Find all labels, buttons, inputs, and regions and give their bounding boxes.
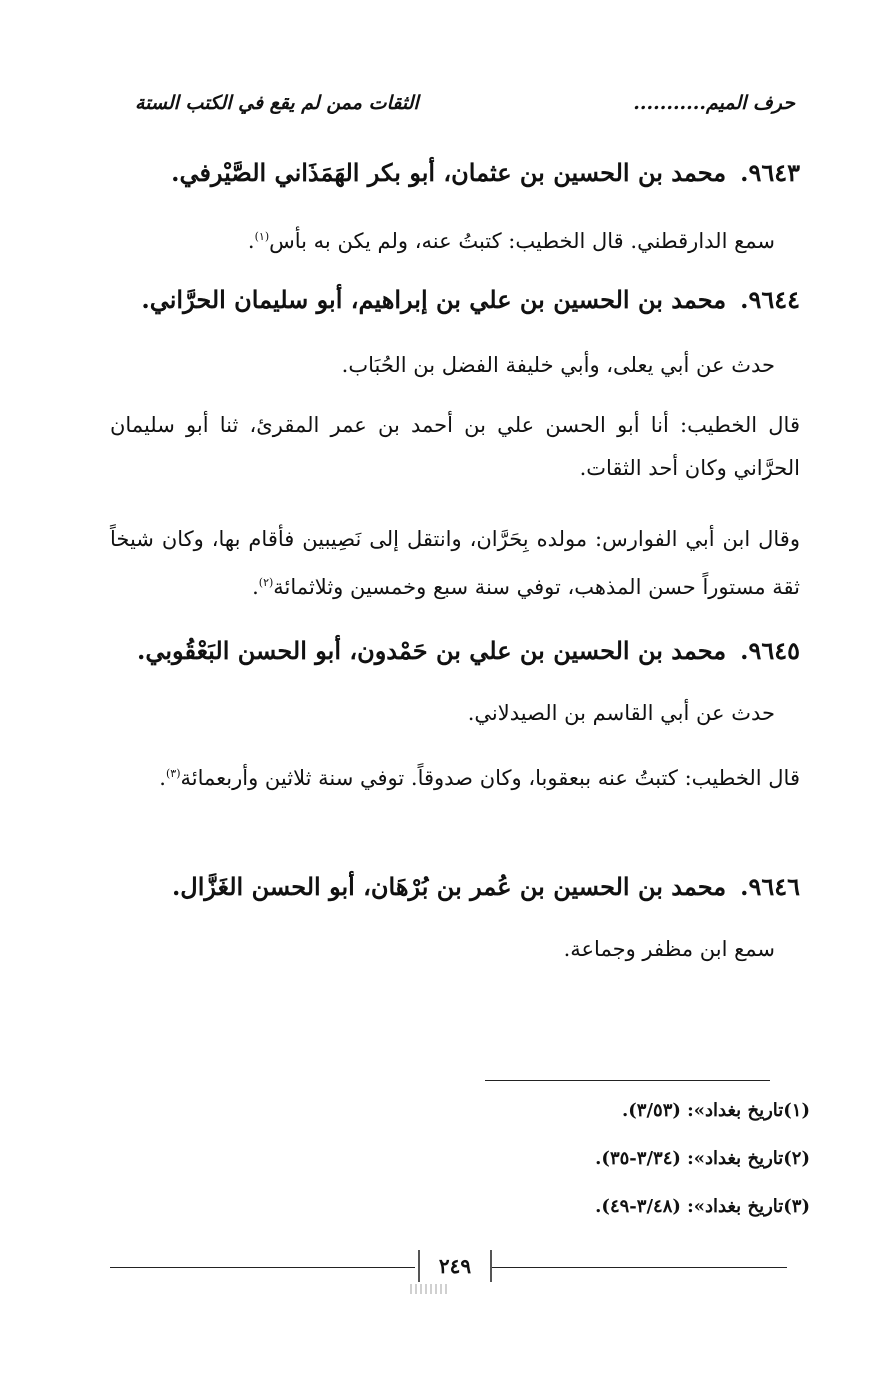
- entry-number: ٩٦٤٤.: [740, 285, 800, 314]
- paragraph: سمع ابن مظفر وجماعة.: [563, 937, 775, 961]
- header-chapter: حرف الميم: [706, 92, 795, 114]
- footnote-1: (١)تاريخ بغداد»: (٣/٥٣).: [621, 1100, 810, 1121]
- entry-name: محمد بن الحسين بن علي بن حَمْدون، أبو الحسن البَعْقُوبي.: [137, 636, 727, 665]
- paragraph: وقال ابن أبي الفوارس: مولده بِحَرَّان، وانتقل إلى نَصِيبين فأقام بها، وكان شيخاً ثقة مستوراً حسن المذهب، توفي سنة سبع وخمسين وثلاثمائة$^{(٢)}$.: [110, 527, 800, 599]
- footnote-ref: (٣): [165, 767, 181, 780]
- paragraph: حدث عن أبي يعلى، وأبي خليفة الفضل بن الحُبَاب.: [341, 353, 775, 377]
- header-dots: ...........: [633, 92, 707, 114]
- footnote-2: (٢)تاريخ بغداد»: (٣/٣٤-٣٥).: [595, 1148, 810, 1169]
- footer-rule-left: [110, 1267, 415, 1268]
- entry-number: ٩٦٤٣.: [740, 158, 800, 187]
- paragraph: قال الخطيب: كتبتُ عنه ببعقوبا، وكان صدوقاً. توفي سنة ثلاثين وأربعمائة$^{(٣)}$.: [159, 766, 800, 790]
- print-smudge: [410, 1284, 450, 1294]
- entry-title: [172, 872, 800, 901]
- footnote-ref: (١): [254, 230, 270, 243]
- entry-title: [171, 158, 800, 187]
- entry-name: محمد بن الحسين بن عُمر بن بُرْهَان، أبو الحسن الغَزَّال.: [171, 872, 727, 901]
- entry-title: [141, 285, 800, 314]
- running-header: [135, 92, 795, 122]
- paragraph: سمع الدارقطني. قال الخطيب: كتبتُ عنه، ولم يكن به بأس$^{(١)}$.: [247, 229, 775, 253]
- paragraph: قال الخطيب: أنا أبو الحسن علي بن أحمد بن عمر المقرئ، ثنا أبو سليمان الحرَّاني وكان أحد الثقات.: [110, 413, 800, 480]
- footnote-3: (٣)تاريخ بغداد»: (٣/٤٨-٤٩).: [595, 1196, 810, 1217]
- paragraph: حدث عن أبي القاسم بن الصيدلاني.: [467, 701, 775, 725]
- footer-rule-right: [492, 1267, 787, 1268]
- entry-number: ٩٦٤٦.: [740, 872, 800, 901]
- footnote-divider: [485, 1080, 770, 1081]
- entry-title: [137, 636, 800, 665]
- entry-number: ٩٦٤٥.: [740, 636, 800, 665]
- entry-name: محمد بن الحسين بن علي بن إبراهيم، أبو سليمان الحرَّاني.: [141, 285, 727, 314]
- page-number: ٢٤٩: [418, 1250, 492, 1282]
- entry-name: محمد بن الحسين بن عثمان، أبو بكر الهَمَذَاني الصَّيْرفي.: [171, 158, 727, 187]
- header-book-title: الثقات ممن لم يقع في الكتب الستة: [135, 92, 419, 114]
- footnote-ref: (٢): [258, 576, 274, 589]
